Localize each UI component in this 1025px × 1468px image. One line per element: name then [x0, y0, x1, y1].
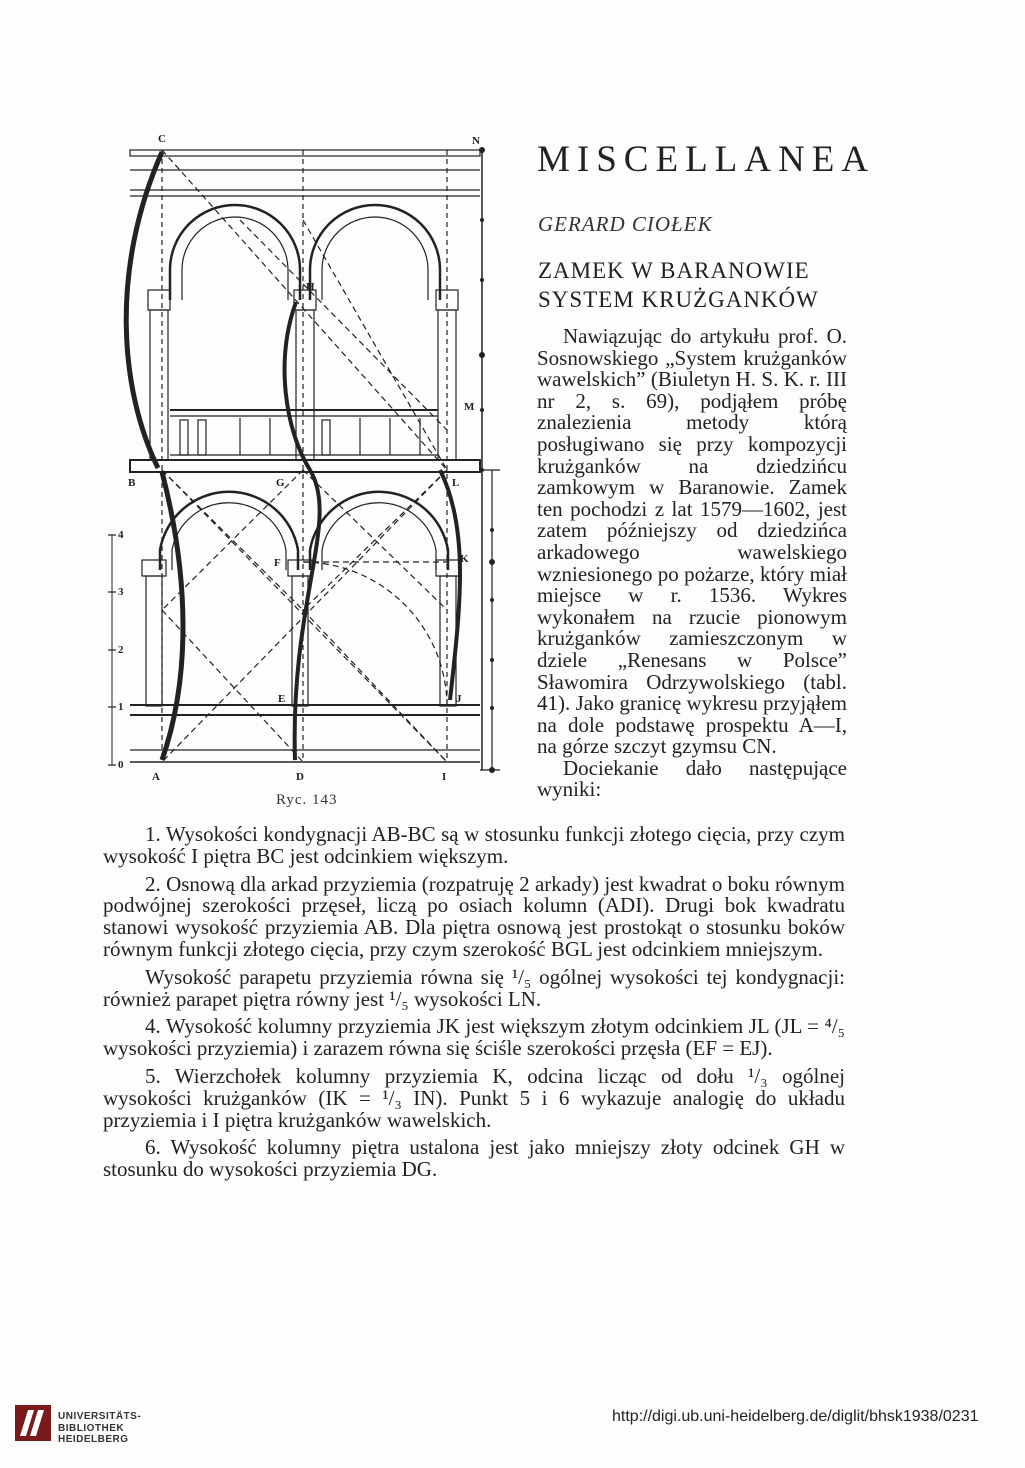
result-item: 5. Wierzchołek kolumny przyziemia K, odcina licząc od dołu ¹/₃ ogólnej wysokości krużganków (IK = ¹/₃ IN). Punkt 5 i 6 wykazuje analogię do układu przyziemia i I piętra krużganków wawelskich.	[103, 1063, 845, 1132]
scale-label-4: 4	[118, 529, 124, 541]
scale-label-0: 0	[118, 759, 124, 771]
cornice-top	[130, 150, 480, 156]
intro-paragraph: Nawiązując do artykułu prof. O. Sosnowskiego „System krużganków wawelskich” (Biuletyn H. S. K. r. III nr 2, s. 69), podjąłem próbę znalezienia metody którą posługiwano się przy kompozycji krużganków na dziedzińcu zamkowym w Baranowie. Zamek ten pochodzi z lat 1579—1602, jest zatem późniejszy od dziedzińca arkadowego wawelskiego wzniesionego po pożarze, który miał miejsce w r. 1536. Wykres wykonałem na rzucie pionowym krużganków zamieszczonym w dziele „Renesans w Polsce” Sławomira Odrzywolskiego (tabl. 41). Jako granicę wykresu przyjąłem na dole podstawę prospektu A—I, na górze szczyt gzymsu CN.	[537, 324, 847, 759]
label-k: K	[460, 553, 469, 565]
library-name-line-1: UNIVERSITÄTS-	[58, 1411, 142, 1422]
label-g: G	[276, 477, 285, 489]
article-title-line-2: SYSTEM KRUŻGANKÓW	[538, 287, 819, 312]
results-list	[103, 824, 845, 1187]
golden-curve-lower	[162, 472, 183, 760]
lower-arch-right	[310, 492, 448, 570]
result-item: 2. Osnową dla arkad przyziemia (rozpatruję 2 arkady) jest kwadrat o boku równym podwójnej szerokości przęseł, liczą po osiach kolumn (ADI). Drugi bok kwadratu stanowi wysokość przyziemia AB. Dla piętra osnową jest prostokąt o stosunku boków równym funkcji złotego cięcia, przy czym szerokość BGL jest odcinkiem mniejszym.	[103, 871, 845, 961]
scale-label-1: 1	[118, 701, 124, 713]
results-intro: Dociekanie dało następujące wyniki:	[537, 755, 847, 802]
result-item: Wysokość parapetu przyziemia równa się ¹/₅ ogólnej wysokości tej kondygnacji: również parapet piętra równy jest ¹/₅ wysokości LN.	[103, 964, 845, 1011]
label-h: H	[306, 281, 315, 293]
arcade-diagram	[100, 130, 520, 790]
article-title-line-1: ZAMEK W BARANOWIE	[538, 258, 810, 283]
result-item: 1. Wysokości kondygnacji AB-BC są w stosunku funkcji złotego cięcia, przy czym wysokość I piętra BC jest odcinkiem większym.	[103, 822, 845, 868]
label-d: D	[296, 771, 304, 783]
library-name-line-2: BIBLIOTHEK	[58, 1422, 125, 1434]
upper-arch-right	[310, 205, 440, 300]
label-a: A	[152, 771, 160, 783]
label-l: L	[452, 477, 460, 489]
label-j: J	[456, 693, 462, 705]
label-b: B	[128, 477, 136, 489]
figure-caption: Ryc. 143	[276, 792, 338, 808]
upper-arch-left	[170, 205, 300, 300]
intro-column	[537, 326, 847, 801]
library-name-line-3: HEIDELBERG	[58, 1434, 129, 1445]
label-c: C	[158, 133, 166, 145]
scale-label-2: 2	[118, 644, 124, 656]
source-url-link[interactable]: http://digi.ub.uni-heidelberg.de/diglit/bhsk1938/0231	[612, 1408, 979, 1425]
author-name: GERARD CIOŁEK	[538, 212, 713, 236]
label-i: I	[442, 771, 447, 783]
result-item: 4. Wysokość kolumny przyziemia JK jest większym złotym odcinkiem JL (JL = ⁴/₅ wysokości przyziemia) i zarazem równa się ściśle szerokości przęsła (EF = EJ).	[103, 1014, 845, 1061]
scale-label-3: 3	[118, 586, 124, 598]
result-item: 6. Wysokość kolumny piętra ustalona jest jako mniejszy złoty odcinek GH w stosunku do wysokości przyziemia DG.	[103, 1135, 845, 1182]
section-title: MISCELLANEA	[537, 139, 876, 180]
label-e: E	[278, 693, 286, 705]
label-f: F	[274, 557, 281, 569]
article-title	[538, 256, 819, 314]
library-logo-icon	[14, 1404, 52, 1442]
label-n: N	[472, 135, 480, 147]
label-m: M	[464, 401, 475, 413]
library-name	[58, 1411, 141, 1446]
